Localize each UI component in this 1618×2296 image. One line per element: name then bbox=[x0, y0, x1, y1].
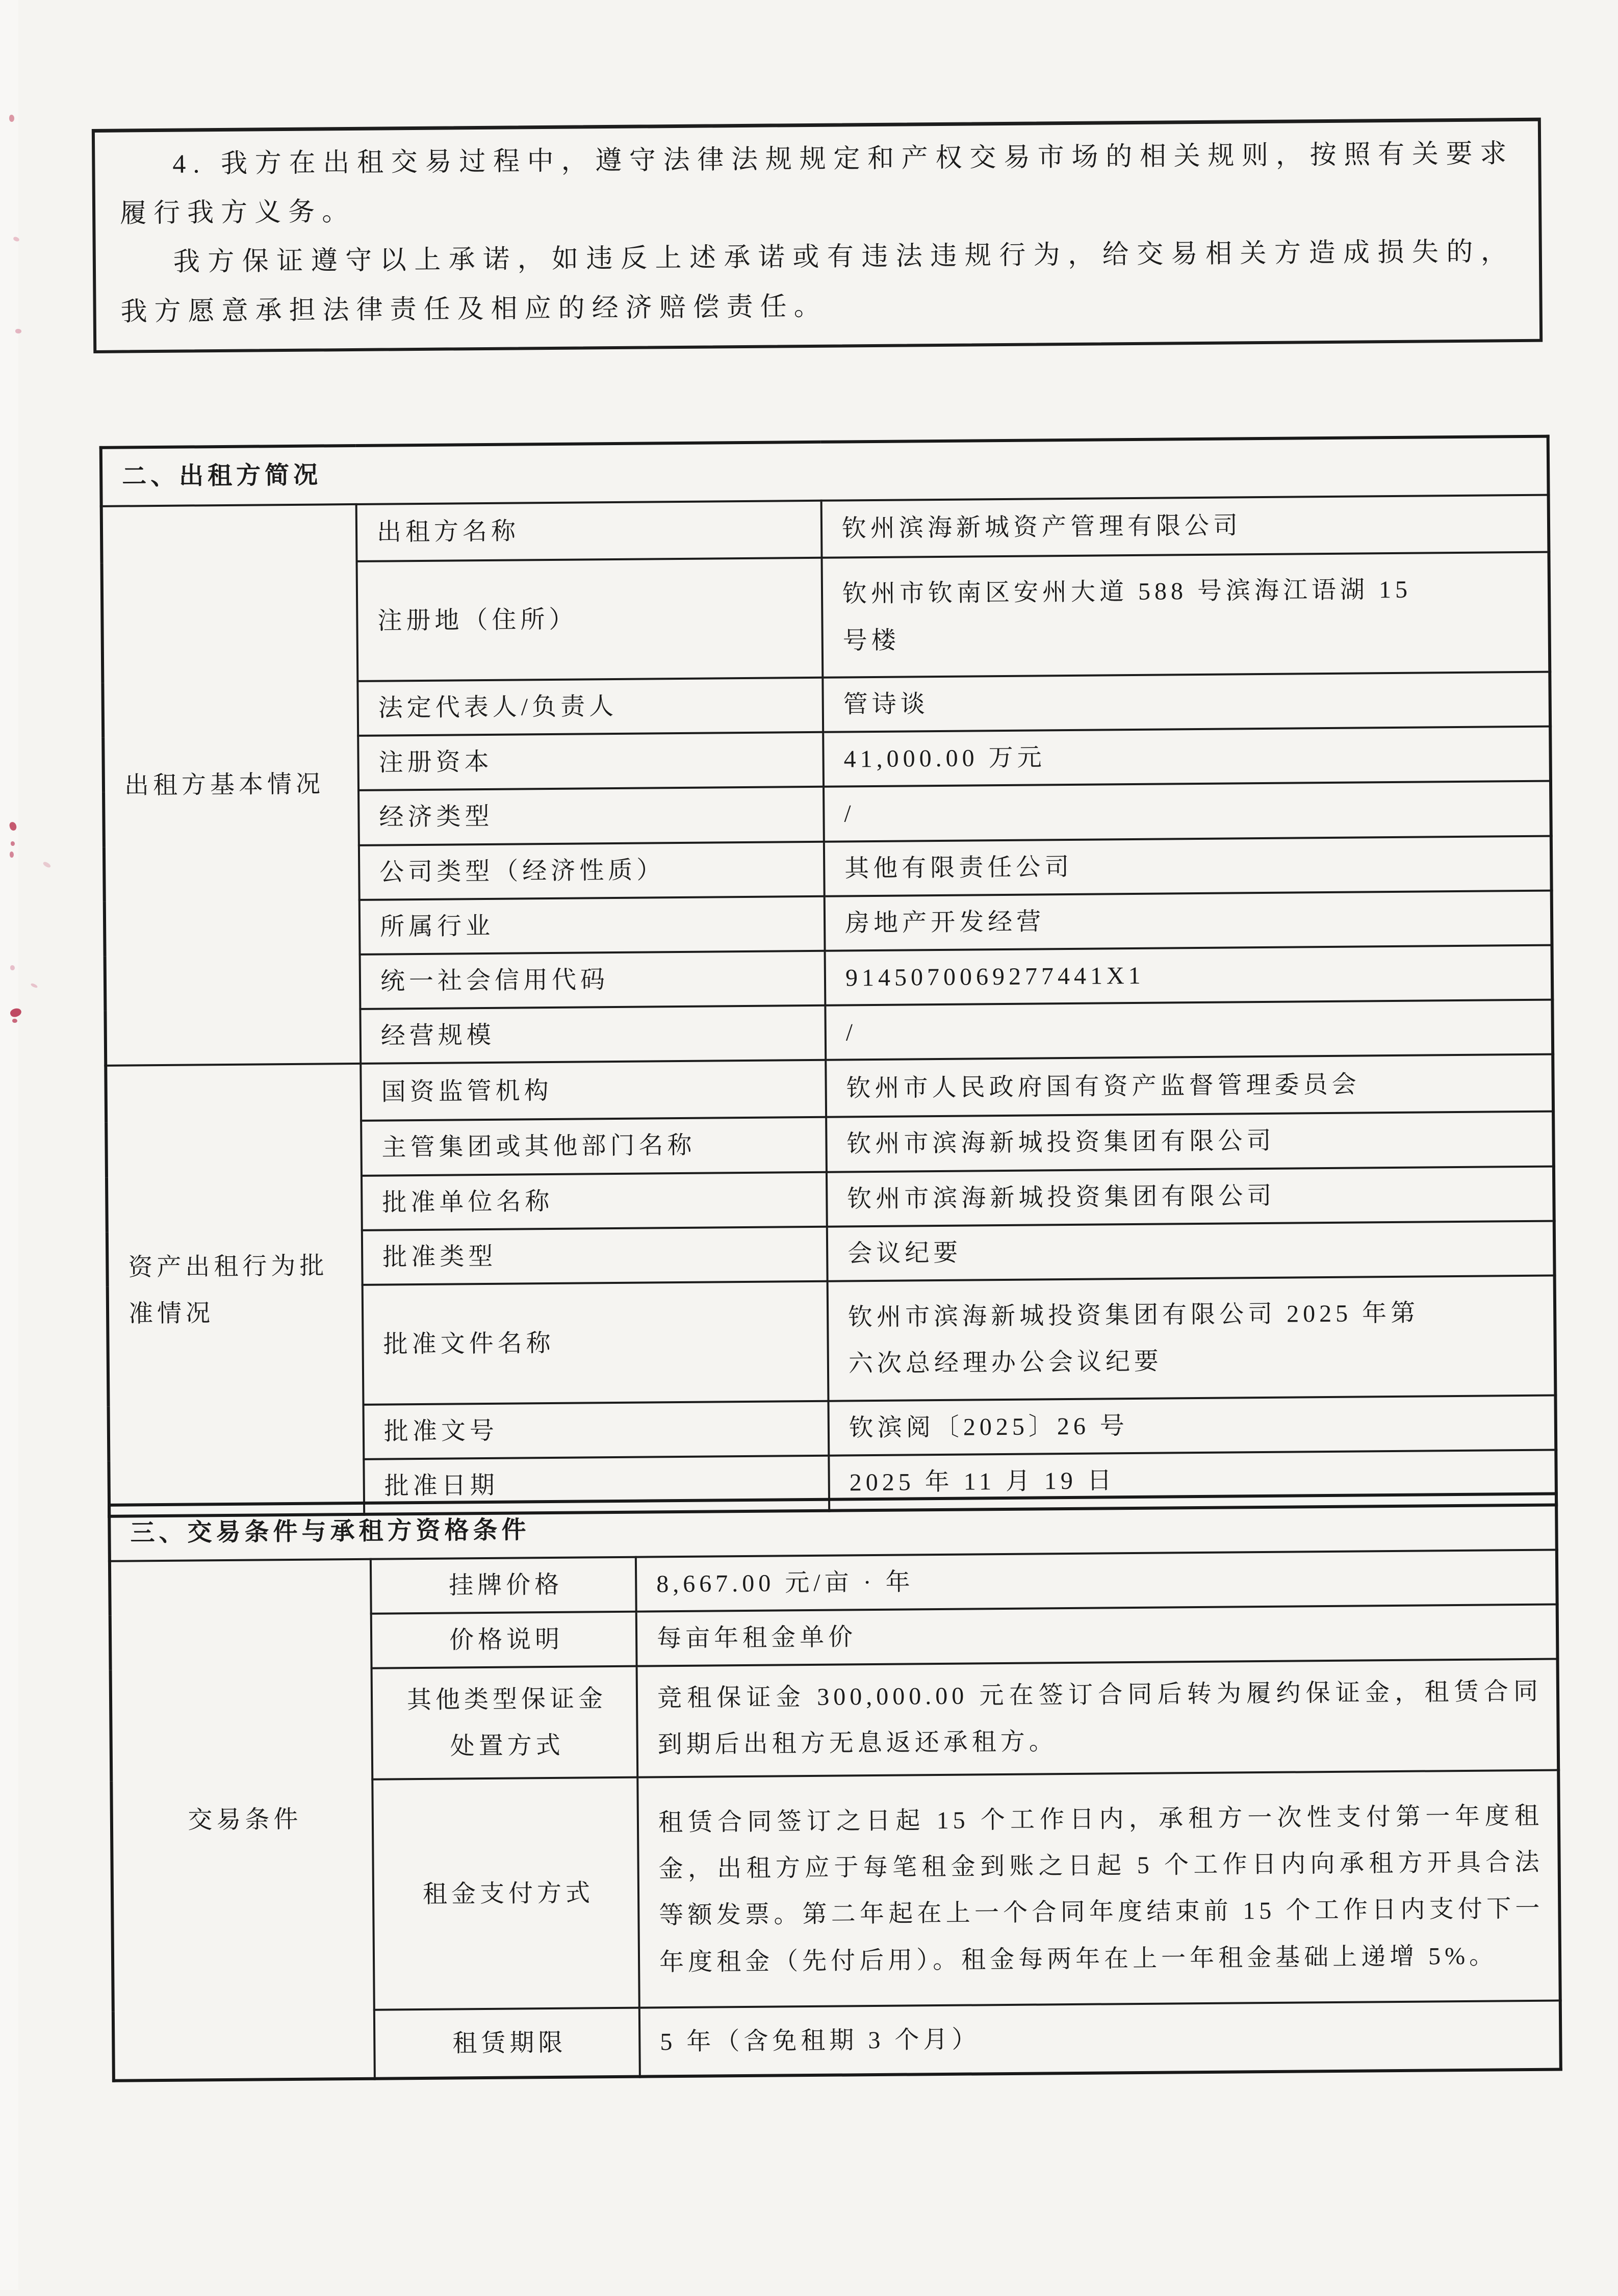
field-label: 批准单位名称 bbox=[362, 1172, 827, 1230]
section2-title-row bbox=[101, 436, 1549, 506]
field-label: 批准类型 bbox=[362, 1226, 828, 1284]
field-value: 8,667.00 元/亩 · 年 bbox=[636, 1550, 1557, 1612]
field-label: 批准文号 bbox=[364, 1401, 829, 1459]
field-label: 批准日期 bbox=[364, 1456, 829, 1514]
group-label: 资产出租行为批准情况 bbox=[128, 1252, 328, 1328]
field-value: / bbox=[825, 1000, 1553, 1060]
field-value: 41,000.00 万元 bbox=[823, 727, 1551, 787]
table-row bbox=[106, 1054, 1553, 1123]
field-label: 公司类型（经济性质） bbox=[359, 841, 825, 899]
field-value: 钦州市滨海新城投资集团有限公司 bbox=[826, 1112, 1554, 1172]
field-label-text: 其他类型保证金处置方式 bbox=[406, 1685, 607, 1760]
clause-paragraph-pledge: 我方保证遵守以上承诺，如违反上述承诺或有违法违规行为，给交易相关方造成损失的，我方愿意承担法律责任及相应的经济赔偿责任。 bbox=[120, 237, 1515, 327]
field-value: 钦滨阅〔2025〕26 号 bbox=[828, 1395, 1556, 1455]
field-label: 租赁期限 bbox=[374, 2008, 640, 2079]
section2-title: 二、出租方简况 bbox=[101, 436, 1549, 506]
group-cell-lease-approval bbox=[106, 1064, 364, 1516]
field-label: 挂牌价格 bbox=[371, 1557, 636, 1614]
table-row bbox=[101, 495, 1549, 563]
field-label: 价格说明 bbox=[371, 1612, 637, 1668]
field-value: 每亩年租金单价 bbox=[636, 1605, 1558, 1666]
field-value: 9145070069277441X1 bbox=[825, 945, 1553, 1005]
field-label: 批准文件名称 bbox=[363, 1281, 829, 1405]
field-label: 经济类型 bbox=[358, 787, 824, 845]
group-label: 交易条件 bbox=[188, 1805, 302, 1834]
transaction-conditions-table bbox=[108, 1492, 1562, 2083]
field-label: 租金支付方式 bbox=[372, 1777, 639, 2010]
field-value: 钦州市滨海新城投资集团有限公司 bbox=[827, 1166, 1554, 1226]
field-value: 2025 年 11 月 19 日 bbox=[829, 1450, 1556, 1511]
field-label: 出租方名称 bbox=[356, 501, 822, 561]
field-value: 竞租保证金 300,000.00 元在签订合同后转为履约保证金，租赁合同到期后出租方无息返还承租方。 bbox=[637, 1659, 1559, 1777]
field-value: 钦州市人民政府国有资产监督管理委员会 bbox=[826, 1054, 1553, 1117]
field-value: 房地产开发经营 bbox=[825, 890, 1552, 950]
field-value: 其他有限责任公司 bbox=[824, 836, 1552, 896]
field-value: / bbox=[824, 781, 1551, 841]
field-value-text: 钦州市钦南区安州大道 588 号滨海江语湖 15 号楼 bbox=[842, 576, 1412, 654]
field-label: 注册地（住所） bbox=[357, 558, 823, 681]
field-label: 法定代表人/负责人 bbox=[357, 678, 823, 736]
field-value-text: 钦州市滨海新城投资集团有限公司 2025 年第六次总经理办公会议纪要 bbox=[847, 1299, 1420, 1378]
field-value bbox=[821, 552, 1550, 678]
field-label: 国资监管机构 bbox=[361, 1060, 826, 1121]
field-value: 管诗谈 bbox=[823, 672, 1550, 732]
group-label: 出租方基本情况 bbox=[124, 770, 325, 799]
section3-title: 三、交易条件与承租方资格条件 bbox=[109, 1494, 1557, 1561]
field-value: 5 年（含免租期 3 个月） bbox=[639, 2001, 1561, 2077]
field-label: 注册资本 bbox=[358, 732, 824, 790]
field-label: 经营规模 bbox=[360, 1005, 826, 1064]
lessor-profile-table bbox=[99, 435, 1558, 1518]
field-value bbox=[828, 1275, 1556, 1401]
field-label: 主管集团或其他部门名称 bbox=[361, 1117, 827, 1175]
field-value: 租赁合同签订之日起 15 个工作日内，承租方一次性支付第一年度租金，出租方应于每笔租金到账之日起 5 个工作日内向承租方开具合法等额发票。第二年起在上一个合同年度结束前 15 个工作日内支付下一年度租金（先付后用）。租金每两年在上一年租金基础上递增 5%。 bbox=[637, 1770, 1560, 2008]
field-label: 所属行业 bbox=[359, 896, 825, 954]
field-value: 钦州滨海新城资产管理有限公司 bbox=[821, 495, 1549, 558]
clause-paragraph-4: 4. 我方在出租交易过程中，遵守法律法规规定和产权交易市场的相关规则，按照有关要求履行我方义务。 bbox=[119, 139, 1514, 228]
commitment-clause-box bbox=[92, 118, 1543, 353]
field-label bbox=[372, 1666, 638, 1779]
field-label: 统一社会信用代码 bbox=[360, 951, 826, 1009]
group-cell-lessor-basic-info bbox=[101, 504, 361, 1066]
group-cell-transaction-conditions bbox=[110, 1559, 375, 2081]
field-value: 会议纪要 bbox=[827, 1221, 1555, 1281]
